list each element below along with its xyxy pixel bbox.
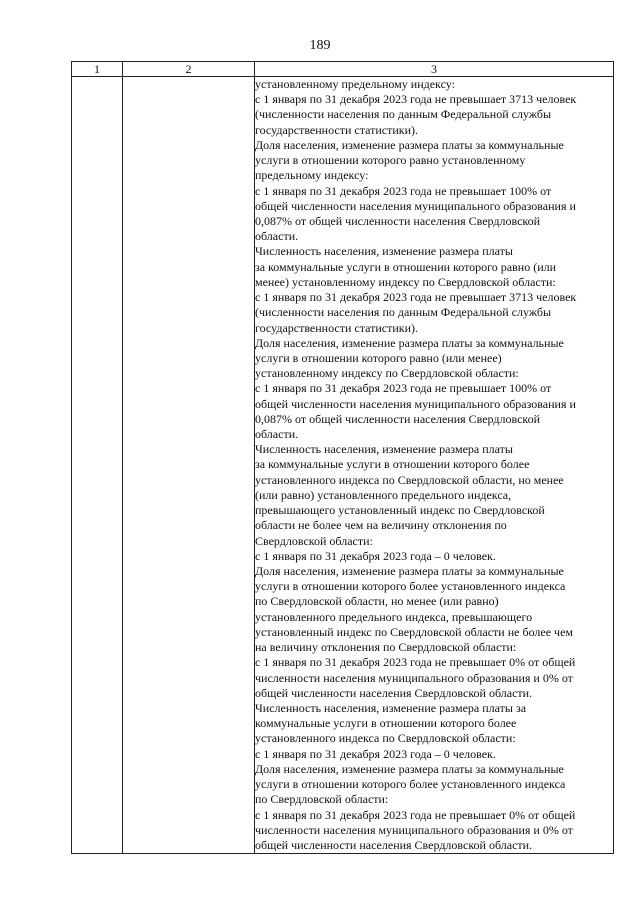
text-line: за коммунальные услуги в отношении которого равно (или (255, 259, 557, 274)
text-line: (или равно) установленного предельного индекса, (255, 487, 512, 502)
text-line: Свердловской области: (255, 533, 373, 548)
text-line: на величину отклонения по Свердловской области: (255, 640, 517, 655)
text-line: с 1 января по 31 декабря 2023 года не превышает 100% от (255, 183, 552, 198)
page-number: 189 (309, 38, 331, 53)
text-line: Доля населения, изменение размера платы за коммунальные (255, 761, 564, 776)
text-line: установленному индексу по Свердловской области: (255, 366, 519, 381)
text-line: услуги в отношении которого равно (или менее) (255, 350, 502, 365)
text-line: Численность населения, изменение размера платы за (255, 700, 527, 715)
column-header-1: 1 (72, 62, 123, 77)
text-line: менее) установленному индексу по Свердловской области: (255, 274, 556, 289)
text-line: установленного предельного индекса, превышающего (255, 609, 533, 624)
text-line: области. (255, 229, 299, 244)
text-line: установленный индекс по Свердловской области не более чем (255, 624, 573, 639)
text-line: общей численности населения Свердловской области. (255, 685, 533, 700)
text-line: области. (255, 427, 299, 442)
text-line: государственности статистики). (255, 320, 419, 335)
text-line: с 1 января по 31 декабря 2023 года не превышает 0% от общей (255, 655, 576, 670)
text-line: с 1 января по 31 декабря 2023 года – 0 человек. (255, 746, 496, 761)
text-line: области не более чем на величину отклонения по (255, 518, 507, 533)
text-line: услуги в отношении которого более установленного индекса (255, 579, 566, 594)
text-line: Численность населения, изменение размера платы (255, 442, 513, 457)
text-line: Доля населения, изменение размера платы за коммунальные (255, 335, 564, 350)
text-line: коммунальные услуги в отношении которого более (255, 716, 517, 731)
table-row (72, 77, 614, 854)
table-cell-col-3 (255, 77, 614, 854)
text-line: установленного индекса по Свердловской области, но менее (255, 472, 564, 487)
text-line: по Свердловской области: (255, 792, 389, 807)
text-line: за коммунальные услуги в отношении которого более (255, 457, 530, 472)
text-line: с 1 января по 31 декабря 2023 года не превышает 100% от (255, 381, 552, 396)
text-line: (численности населения по данным Федеральной службы (255, 305, 552, 320)
text-line: с 1 января по 31 декабря 2023 года – 0 человек. (255, 548, 496, 563)
text-line: Численность населения, изменение размера платы (255, 244, 513, 259)
text-line: Доля населения, изменение размера платы за коммунальные (255, 137, 564, 152)
column-header-2: 2 (123, 62, 255, 77)
text-line: предельному индексу: (255, 168, 369, 183)
text-line: общей численности населения муниципального образования и (255, 198, 576, 213)
text-line: общей численности населения муниципального образования и (255, 396, 576, 411)
text-line: 0,087% от общей численности населения Свердловской (255, 411, 541, 426)
text-line: численности населения муниципального образования и 0% от (255, 670, 573, 685)
text-line: превышающего установленный индекс по Свердловской (255, 503, 545, 518)
table-header-row (72, 62, 614, 77)
text-line: установленному предельному индексу: (255, 77, 455, 91)
text-line: общей численности населения Свердловской области. (255, 837, 533, 852)
text-line: установленного индекса по Свердловской области: (255, 731, 516, 746)
text-line: с 1 января по 31 декабря 2023 года не превышает 0% от общей (255, 807, 576, 822)
text-line: (численности населения по данным Федеральной службы (255, 107, 552, 122)
text-line: Доля населения, изменение размера платы за коммунальные (255, 564, 564, 578)
text-line: с 1 января по 31 декабря 2023 года не превышает 3713 человек (255, 92, 577, 107)
text-line: государственности статистики). (255, 122, 419, 137)
text-line: услуги в отношении которого более установленного индекса (255, 777, 566, 792)
text-line: 0,087% от общей численности населения Свердловской (255, 213, 541, 228)
text-line: численности населения муниципального образования и 0% от (255, 822, 573, 837)
table-cell-col-1 (72, 77, 123, 854)
document-table (71, 61, 614, 854)
text-line: услуги в отношении которого равно установленному (255, 153, 526, 168)
column-header-3: 3 (255, 62, 614, 77)
text-line: по Свердловской области, но менее (или равно) (255, 594, 499, 609)
table-cell-col-2 (123, 77, 255, 854)
text-line: с 1 января по 31 декабря 2023 года не превышает 3713 человек (255, 290, 577, 305)
